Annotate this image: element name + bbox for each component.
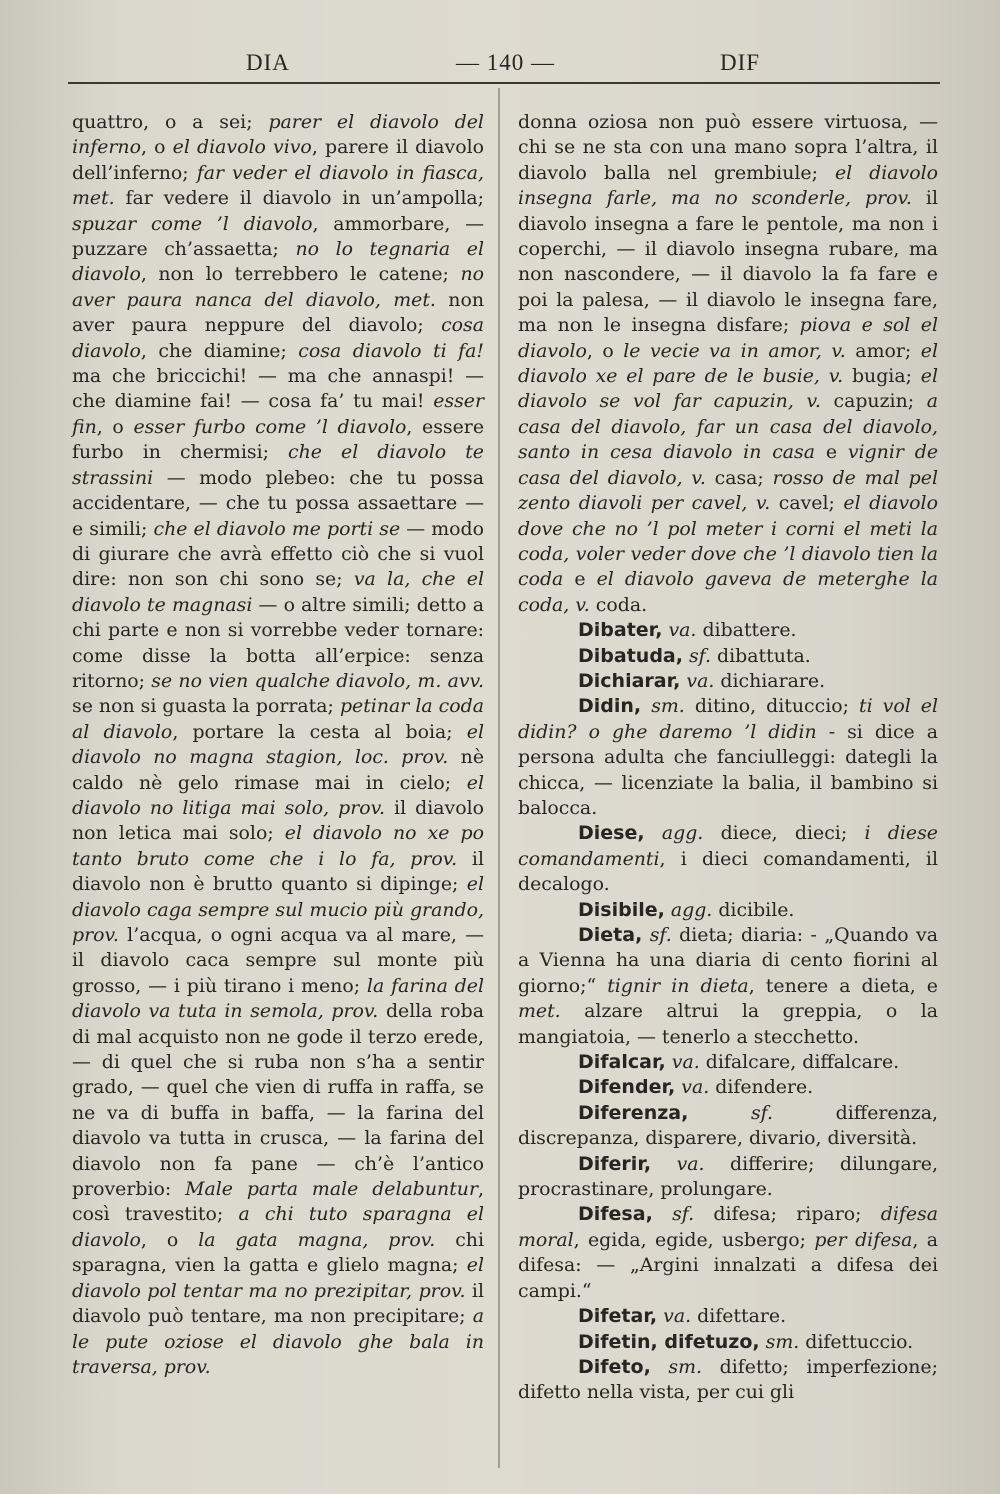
italic-phrase: piova e sol el diavolo <box>518 314 939 362</box>
entry-headword: Diferenza, <box>578 1101 689 1124</box>
text-run <box>688 1102 751 1124</box>
italic-phrase: Male parta male delabuntur <box>185 1178 478 1201</box>
text-run: , o <box>96 415 134 438</box>
text-run: dibattuta. <box>711 644 811 667</box>
text-run: differenza, discrepanza, disparere, divario, diversità. <box>518 1101 938 1150</box>
text-run: il diavolo non è brutto quanto si dipinge; <box>72 847 484 896</box>
italic-phrase: rosso de mal pel zento diavoli per cavel, v. <box>518 466 938 515</box>
italic-phrase: esser furbo come ’l diavolo <box>133 415 407 438</box>
text-run: e <box>563 568 597 591</box>
dictionary-entry <box>518 898 938 923</box>
italic-phrase: sf. <box>649 924 672 946</box>
italic-phrase: el diavolo xe el pare de le busie, v. <box>518 339 939 388</box>
text-run: bugia; <box>843 365 921 388</box>
text-run: far vedere il diavolo in un’ampolla; <box>114 187 484 210</box>
italic-phrase: tignir in dieta <box>607 974 749 997</box>
italic-phrase: sm. <box>765 1330 800 1353</box>
dictionary-entry <box>518 644 938 669</box>
text-run: cavel; <box>770 492 844 515</box>
text-run: l’acqua, o ogni acqua va al mare, — il diavolo caca sempre sul monte più grosso, — i più tirano i meno; <box>72 924 484 997</box>
text-run: capuzin; <box>820 390 927 413</box>
italic-phrase: sm. <box>668 1355 703 1378</box>
text-run: , così travestito; <box>72 1178 484 1226</box>
text-run: , che diamine; <box>140 339 299 362</box>
entry-headword: Didin, <box>578 695 642 718</box>
dictionary-entry <box>518 1152 938 1203</box>
text-run: amor; <box>845 339 921 362</box>
italic-phrase: el diavolo no litiga mai solo, prov. <box>72 771 484 819</box>
text-run <box>642 924 649 946</box>
italic-phrase: el diavolo dove che no ’l pol meter i corni el meti la coda, voler veder dove che ’l diavolo tien la coda <box>518 492 938 591</box>
italic-phrase: sf. <box>672 1203 695 1226</box>
italic-phrase: spuzar come ’l diavolo <box>72 212 313 235</box>
italic-phrase: la gata magna, prov. <box>198 1228 436 1251</box>
text-run: dibattere. <box>696 619 797 642</box>
dictionary-entries <box>518 618 938 1406</box>
italic-phrase: el diavolo gaveva de meterghe la coda, v. <box>518 568 938 616</box>
text-run: alzare altrui la greppia, o la mangiatoia, — tenerlo a stecchetto. <box>518 1000 938 1048</box>
entry-headword: Difetin, difetuzo, <box>578 1330 760 1353</box>
text-run: il diavolo non letica mai solo; <box>72 796 484 845</box>
text-run: se non si guasta la porrata; <box>72 695 340 718</box>
text-run: dicibile. <box>712 898 795 921</box>
italic-phrase: a chi tuto sparagna el diavolo <box>72 1203 484 1251</box>
page-number: — 140 — <box>456 50 555 75</box>
italic-phrase: el diavolo vivo <box>172 136 312 159</box>
italic-phrase: esser fin <box>72 390 484 438</box>
text-run: dichiarare. <box>714 669 826 692</box>
italic-phrase: che el diavolo te strassini <box>72 441 484 489</box>
text-run <box>651 1153 676 1175</box>
italic-phrase: la farina del diavolo va tuta in semola, prov. <box>72 974 484 1023</box>
italic-phrase: va. <box>686 669 715 692</box>
text-run <box>641 695 651 717</box>
text-run: della roba di mal acquisto non ne gode il terzo erede, — di quel che si ruba non s’ha a sentir grado, — quel che vien di ruffa in raffa, se ne va di buffa in baffa, — la farina del diavolo va tutta in crusca, — la farina del diavolo non fa pane — ch’è l’antico proverbio: <box>72 1000 484 1201</box>
text-run: e <box>815 441 848 464</box>
italic-phrase: va. <box>671 1051 700 1074</box>
entry-headword: Dibatuda, <box>578 644 683 667</box>
text-run: il diavolo può tentare, ma non precipitare; <box>72 1279 484 1328</box>
text-run <box>645 822 662 844</box>
text-run: — modo plebeo: che tu possa accidentare, — che tu possa assaettare — e simili; <box>72 466 484 540</box>
text-run: donna oziosa non può essere virtuosa, — chi se ne sta con una mano sopra l’altra, il diavolo balla nel grembiule; <box>518 111 938 184</box>
italic-phrase: no aver paura nanca del diavolo, met. <box>72 263 484 311</box>
text-run: - si dice a persona adulta che fanciulleggi: dategli la chicca, — licenziate la balia, il bambino si balocca. <box>518 720 938 819</box>
italic-phrase: a casa del diavolo, far un casa del diavolo, santo in cesa diavolo in casa <box>518 390 938 464</box>
text-run: , parere il diavolo dell’inferno; <box>72 136 485 184</box>
italic-phrase: el diavolo no xe po tanto bruto come che i lo fa, prov. <box>72 822 484 870</box>
entry-headword: Difalcar, <box>578 1051 666 1074</box>
text-run: difendere. <box>709 1076 814 1099</box>
text-run: — modo di giurare che avrà effetto ciò che si vuol dire: non son chi sono se; <box>72 517 485 591</box>
italic-phrase: sf. <box>688 644 712 667</box>
left-column <box>72 110 484 1380</box>
italic-phrase: ti vol el didin? o ghe daremo ’l didin <box>518 695 938 743</box>
dictionary-entry <box>518 1355 938 1406</box>
text-run: nè caldo nè gelo rimase mai in cielo; <box>72 746 484 794</box>
page-header <box>68 50 940 84</box>
italic-phrase: no lo tegnaria el diavolo <box>72 238 484 286</box>
text-run: difetto; imperfezione; difetto nella vista, per cui gli <box>518 1355 938 1404</box>
text-run: non aver paura neppure del diavolo; <box>72 288 484 337</box>
italic-phrase: sf. <box>750 1101 774 1124</box>
right-column-continuation <box>518 110 938 618</box>
text-run: difalcare, diffalcare. <box>699 1051 900 1074</box>
text-run: ma che briccichi! — ma che annaspi! — che diamine fai! — cosa fa’ tu mai! <box>72 365 484 413</box>
text-run <box>651 1356 669 1378</box>
italic-phrase: met. <box>518 1000 561 1023</box>
italic-phrase: va. <box>668 619 697 642</box>
text-run: , i dieci comandamenti, il decalogo. <box>518 847 938 896</box>
dictionary-entry <box>518 1330 938 1355</box>
italic-phrase: far veder el diavolo in fiasca, met. <box>72 161 485 210</box>
text-run: , a difesa: — „Argini innalzati a difesa dei campi.“ <box>518 1228 939 1302</box>
dictionary-entry <box>518 618 938 643</box>
italic-phrase: se no vien qualche diavolo, m. avv. <box>151 669 484 692</box>
dictionary-entry <box>518 1075 938 1100</box>
dictionary-entry <box>518 821 938 897</box>
text-run: — o altre simili; detto a chi parte e non si vorrebbe veder tornare: come disse la botta all’erpice: senza ritorno; <box>72 593 484 692</box>
text-run: , portare la cesta al boia; <box>172 720 467 743</box>
entry-headword: Difetar, <box>578 1305 658 1328</box>
text-run: , o <box>586 339 624 362</box>
italic-phrase: cosa diavolo ti fa! <box>298 339 484 362</box>
entry-headword: Dieta, <box>578 924 643 946</box>
italic-phrase: parer el diavolo del inferno <box>72 111 484 159</box>
italic-phrase: cosa diavolo <box>72 314 484 362</box>
italic-phrase: el diavolo insegna farle, ma no sconderle, prov. <box>518 161 938 210</box>
italic-phrase: agg. <box>670 898 713 921</box>
entry-headword: Difender, <box>578 1076 676 1099</box>
italic-phrase: el diavolo se vol far capuzin, v. <box>518 365 939 413</box>
dictionary-entry <box>518 669 938 694</box>
text-run: ditino, dituccio; <box>684 695 860 718</box>
text-run: difesa; riparo; <box>694 1203 881 1226</box>
text-run: dieta; diaria: - „Quando va a Vienna ha una diaria di cento fiorini al giorno;“ <box>518 924 938 997</box>
italic-phrase: per difesa <box>814 1228 913 1251</box>
dictionary-entry <box>518 1202 938 1304</box>
text-run <box>653 1203 672 1225</box>
italic-phrase: va. <box>681 1076 710 1099</box>
right-column <box>518 110 938 1406</box>
entry-headword: Difeto, <box>578 1355 651 1378</box>
text-run: , essere furbo in chermisi; <box>72 415 485 464</box>
italic-phrase: difesa moral <box>518 1203 938 1251</box>
italic-phrase: petinar la coda al diavolo <box>72 695 484 743</box>
italic-phrase: va. <box>676 1152 705 1175</box>
text-run: , o <box>140 1228 199 1251</box>
italic-phrase: vignir de casa del diavolo, v. <box>518 441 939 489</box>
column-divider <box>498 88 500 1468</box>
entry-headword: Diferir, <box>578 1152 652 1175</box>
text-run: quattro, o a sei; <box>72 111 269 133</box>
text-run: , tenere a dieta, e <box>748 974 938 997</box>
text-run: difettare. <box>691 1305 787 1328</box>
dictionary-entry <box>518 694 938 821</box>
italic-phrase: el diavolo no magna stagion, loc. prov. <box>72 720 484 769</box>
text-run: il diavolo insegna a fare le pentole, ma non i coperchi, — il diavolo insegna rubare, ma non nascondere, — il diavolo la fa fare e poi la palesa, — il diavolo le insegna fare, ma non le insegna disfare; <box>518 187 939 337</box>
text-run: , non lo terrebbero le catene; <box>140 263 461 286</box>
italic-phrase: va. <box>663 1305 692 1328</box>
header-right-guideword: DIF <box>720 50 761 75</box>
dictionary-entry <box>518 1304 938 1329</box>
dictionary-entry <box>518 923 938 1050</box>
italic-phrase: va la, che el diavolo te magnasi <box>72 568 485 616</box>
text-run: , egida, egide, usbergo; <box>573 1228 815 1251</box>
italic-phrase: le vecie va in amor, v. <box>623 339 846 362</box>
dictionary-entry <box>518 1101 938 1152</box>
entry-headword: Dichiarar, <box>578 669 681 692</box>
text-run: , ammorbare, — puzzare ch’assaetta; <box>72 212 484 261</box>
text-run: diece, dieci; <box>703 822 865 845</box>
text-run: , o <box>140 136 173 159</box>
italic-phrase: agg. <box>661 822 704 845</box>
text-run: differire; dilungare, procrastinare, prolungare. <box>518 1152 938 1201</box>
italic-phrase: i diese comandamenti <box>518 822 938 870</box>
header-left-guideword: DIA <box>246 50 290 75</box>
entry-headword: Dibater, <box>578 619 663 642</box>
italic-phrase: el diavolo caga sempre sul mucio più grando, prov. <box>72 873 484 946</box>
entry-headword: Difesa, <box>578 1203 653 1226</box>
entry-headword: Diese, <box>578 822 645 845</box>
text-run: coda. <box>589 593 648 616</box>
italic-phrase: sm. <box>651 695 685 718</box>
text-run: chi sparagna, vien la gatta e glielo magna; <box>72 1228 485 1277</box>
text-run: difettuccio. <box>799 1330 914 1353</box>
italic-phrase: che el diavolo me porti se <box>153 517 401 540</box>
left-column-text <box>72 110 484 1380</box>
text-run: casa; <box>705 466 773 489</box>
italic-phrase: a le pute oziose el diavolo ghe bala in traversa, prov. <box>72 1305 484 1378</box>
entry-headword: Disibile, <box>578 898 665 921</box>
italic-phrase: el diavolo pol tentar ma no prezipitar, prov. <box>72 1254 484 1302</box>
dictionary-entry <box>518 1050 938 1075</box>
